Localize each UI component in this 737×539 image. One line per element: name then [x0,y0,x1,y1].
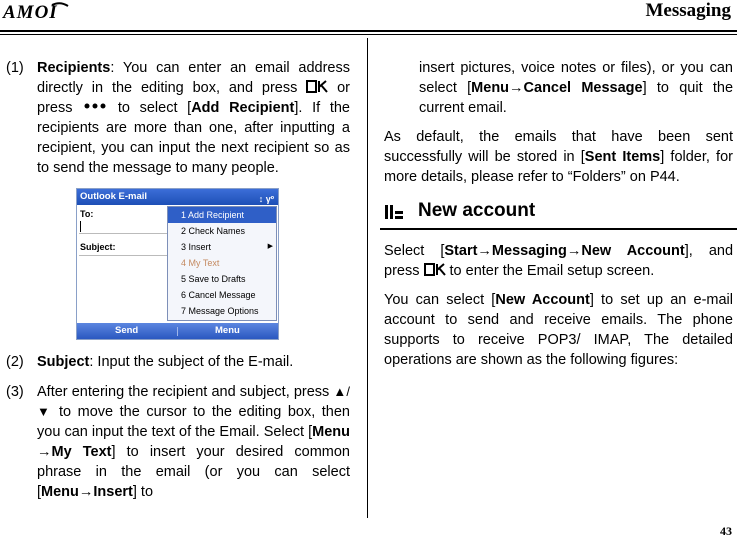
header-rule [0,30,737,32]
field-divider [79,233,167,234]
text: You can select [ [384,292,496,308]
item-number: (3) [6,384,24,400]
screenshot-title-bar [77,189,278,205]
ok-key-icon [424,263,446,276]
logo-icon [2,2,72,22]
item-number: (2) [6,354,24,370]
screenshot-title: Outlook E-mail [80,191,148,202]
text: to move the cursor to the editing box, then you can input the text of the Email. Select [ [37,404,351,440]
add-recipient-term: Add Recipient [191,100,295,116]
text: After entering the recipient and subject, press [37,384,334,400]
text: ] to insert your desired common phrase in the email (or you can select [ [37,444,350,500]
menu-item-save-to-drafts[interactable]: 5 Save to Drafts [181,274,246,284]
term-recipients: Recipients [37,60,111,76]
svg-text:AMOI: AMOI [3,2,58,22]
menu-cancel-term: Menu→Cancel Message [471,80,643,96]
sent-items-term: Sent Items [584,149,661,165]
column-divider [367,38,368,518]
submenu-arrow-icon: ▶ [267,243,273,250]
new-account-heading [384,201,733,231]
field-divider [79,255,167,256]
text: ] folder, for more details, please refer to “Folders” on P44. [384,149,733,185]
softkey-bar [77,323,278,339]
up-down-arrows-icon: ▲/▼ [37,384,350,419]
menu-item-insert[interactable] [168,239,276,255]
item-body [6,382,350,502]
new-account-term: New Account [495,292,590,308]
item-subject [6,352,350,372]
menu-dots-icon [82,102,108,110]
text: ] to [132,484,154,500]
new-account-paragraph [384,290,733,370]
softkey-separator [177,327,178,336]
section-title: Messaging [645,0,731,21]
menu-item-cancel-message[interactable]: 6 Cancel Message [181,290,256,300]
menu-path-term: Start→Messaging→New Account [444,243,685,259]
right-column [384,58,733,370]
text: ]. If the recipients are more than one, after inputting a recipient, you can input the next recipient so as to send the message to many people. [37,100,350,176]
text: : You can enter an email address directly in the editing box, and press [37,60,350,96]
text: ] to set up an e-mail account to send and receive emails. The phone supports to receive POP3/ IMAP, The detailed operations are shown as the following figures: [384,292,734,368]
heading-bars-icon [384,203,404,221]
text: or press [37,80,351,116]
menu-my-text-term: Menu →My Text [37,424,350,460]
text: to select [ [108,100,192,116]
text: insert pictures, voice notes or files), or you can select [ [419,60,733,96]
select-path-paragraph [384,241,733,281]
outlook-email-screenshot [76,188,279,340]
popup-menu [167,206,277,321]
continued-paragraph [384,58,733,118]
item-recipients [6,58,350,178]
text: As default, the emails that have been sent successfully will be stored in [ [384,129,733,165]
header-rule-thin [0,34,737,35]
text: ] to quit the current email. [419,80,734,116]
text: : Input the subject of the E-mail. [89,354,294,370]
ok-key-icon [306,80,328,93]
default-storage-paragraph [384,127,733,187]
item-number: (1) [6,60,24,76]
text: to enter the Email setup screen. [445,263,655,279]
subject-label: Subject: [80,242,116,252]
menu-item-check-names[interactable]: 2 Check Names [181,226,246,236]
text: Select [ [384,243,445,259]
heading-text: New account [418,200,536,221]
menu-insert-term: Menu→Insert [41,484,133,500]
status-icons: ↕ γº [258,194,274,204]
menu-item-my-text: 4 My Text [181,258,220,268]
heading-rule [380,228,737,230]
to-label: To: [80,209,94,219]
text: ], and press [384,243,734,279]
softkey-menu[interactable]: Menu [215,325,240,336]
menu-item-message-options[interactable]: 7 Message Options [181,306,259,316]
menu-item-label: 3 Insert [181,242,212,252]
term-subject: Subject [37,354,90,370]
page-number: 43 [720,524,732,538]
left-column [6,58,350,502]
softkey-send[interactable]: Send [115,325,139,336]
menu-item-add-recipient[interactable]: 1 Add Recipient [168,207,276,223]
text-cursor [80,221,81,232]
